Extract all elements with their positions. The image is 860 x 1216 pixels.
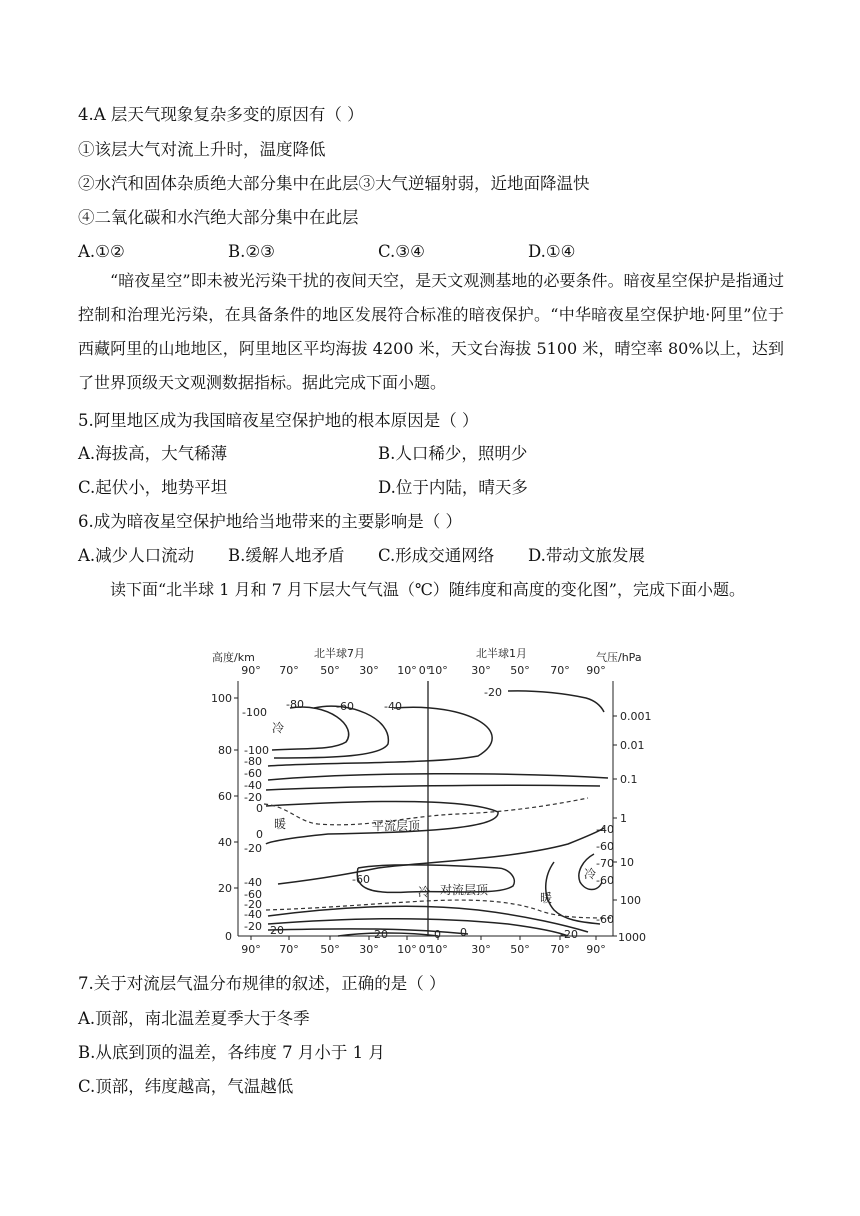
height-tick: 60 (218, 790, 232, 803)
warm-region-label: 暖 (274, 817, 287, 831)
stratopause-label: 平流层顶 (372, 819, 421, 833)
contour-label: 0 (256, 802, 263, 815)
contour-label: -40 (244, 876, 262, 889)
pressure-ticks (618, 710, 652, 944)
contour-label: -20 (244, 898, 262, 911)
contour-label: 20 (270, 924, 284, 937)
top-lat-tick: 0° (418, 664, 432, 677)
pressure-tick: 1 (620, 812, 627, 825)
q4-option-b: B.②③ (228, 242, 275, 261)
contour-label: 0 (434, 928, 441, 941)
contour-label: -60 (596, 874, 614, 887)
cold-region-label-2: 冷 (418, 885, 431, 899)
isotherm (266, 785, 600, 790)
q4-option-d: D.①④ (528, 242, 576, 261)
pressure-tick: 0.001 (620, 710, 652, 723)
bottom-lat-tick: 50° (320, 943, 340, 956)
pressure-tick: 0.01 (620, 739, 645, 752)
top-lat-ticks (241, 664, 606, 677)
q7-stem: 7.关于对流层气温分布规律的叙述，正确的是（ ） (78, 974, 446, 993)
contour-label: -100 (244, 744, 269, 757)
top-lat-tick: 90° (586, 664, 606, 677)
temperature-latitude-height-chart (208, 646, 658, 956)
contour-label: 20 (374, 928, 388, 941)
contour-label: -60 (596, 913, 614, 926)
contour-label: -100 (242, 706, 267, 719)
isotherm (357, 865, 514, 893)
contour-label: -70 (596, 857, 614, 870)
contour-label: -60 (336, 700, 354, 713)
height-tick: 100 (211, 692, 232, 705)
contour-label: -60 (596, 840, 614, 853)
q4-statement-1: ①该层大气对流上升时，温度降低 (78, 140, 326, 159)
contour-label: 0 (460, 926, 467, 939)
q5-option-b: B.人口稀少，照明少 (378, 444, 528, 463)
q6-option-c: C.形成交通网络 (378, 546, 495, 565)
q4-option-a: A.①② (78, 242, 125, 261)
top-lat-tick: 50° (320, 664, 340, 677)
pressure-tick: 100 (620, 894, 641, 907)
q7-option-a: A.顶部，南北温差夏季大于冬季 (78, 1009, 310, 1028)
bottom-lat-tick: 90° (586, 943, 606, 956)
passage-dark-sky (78, 264, 784, 400)
bottom-lat-tick: 10° (428, 943, 448, 956)
warm-region-label-2: 暖 (540, 891, 553, 905)
bottom-lat-tick: 70° (550, 943, 570, 956)
contour-label: -40 (596, 823, 614, 836)
chart-ylabel: 高度/km (212, 651, 255, 664)
passage-chart-intro-text: 读下面“北半球 1 月和 7 月下层大气气温（℃）随纬度和高度的变化图”，完成下面小题。 (110, 580, 745, 599)
contour-label: -20 (560, 928, 578, 941)
contour-label: -80 (244, 755, 262, 768)
top-lat-tick: 50° (510, 664, 530, 677)
q6-option-a: A.减少人口流动 (78, 546, 195, 565)
contour-label: -20 (484, 686, 502, 699)
contour-label: -40 (384, 700, 402, 713)
q5-option-c: C.起伏小，地势平坦 (78, 478, 228, 497)
q6-option-d: D.带动文旅发展 (528, 546, 645, 565)
top-lat-tick: 30° (359, 664, 379, 677)
isotherm (508, 691, 604, 712)
bottom-lat-tick: 0° (418, 943, 432, 956)
height-tick: 40 (218, 836, 232, 849)
bottom-lat-tick: 10° (397, 943, 417, 956)
pressure-tick: 0.1 (620, 773, 638, 786)
q5-option-a: A.海拔高，大气稀薄 (78, 444, 228, 463)
contour-label: -80 (286, 698, 304, 711)
pressure-tick: 10 (620, 856, 634, 869)
contour-label: -20 (244, 791, 262, 804)
height-tick: 20 (218, 882, 232, 895)
top-lat-tick: 10° (397, 664, 417, 677)
bottom-lat-ticks (241, 943, 606, 956)
bottom-lat-tick: 70° (279, 943, 299, 956)
q6-option-b: B.缓解人地矛盾 (228, 546, 345, 565)
q7-option-c: C.顶部，纬度越高，气温越低 (78, 1077, 294, 1096)
cold-region-label: 冷 (272, 721, 285, 735)
contour-label: -60 (244, 767, 262, 780)
contour-label: -40 (244, 908, 262, 921)
q6-stem: 6.成为暗夜星空保护地给当地带来的主要影响是（ ） (78, 512, 462, 531)
q4-statement-3: ④二氧化碳和水汽绝大部分集中在此层 (78, 208, 359, 227)
contour-label: -20 (244, 842, 262, 855)
contour-label: 0 (256, 828, 263, 841)
top-lat-tick: 90° (241, 664, 261, 677)
top-lat-tick: 10° (428, 664, 448, 677)
layer-boundaries (264, 798, 612, 918)
height-tick: 80 (218, 744, 232, 757)
tropopause-line (266, 900, 612, 918)
height-ticks (211, 692, 232, 943)
pressure-tick: 1000 (618, 931, 646, 944)
top-lat-tick: 70° (279, 664, 299, 677)
contour-label: -60 (244, 888, 262, 901)
chart-right-header: 北半球1月 (476, 647, 527, 660)
contour-label: -60 (352, 873, 370, 886)
q5-option-d: D.位于内陆，晴天多 (378, 478, 528, 497)
passage-dark-sky-text: “暗夜星空”即未被光污染干扰的夜间天空，是天文观测基地的必要条件。暗夜星空保护是指通过控制和治理光污染，在具备条件的地区发展符合标准的暗夜保护。“中华暗夜星空保护地·阿里”位于西藏阿里的山地地区，阿里地区平均海拔 4200 米，天文台海拔 5100 米，晴空率 80%以上，达到了世界顶级天文观测数据指标。据此完成下面小题。 (78, 271, 784, 392)
q5-stem: 5.阿里地区成为我国暗夜星空保护地的根本原因是（ ） (78, 411, 479, 430)
isotherm (278, 828, 604, 884)
height-tick: 0 (225, 930, 232, 943)
bottom-lat-tick: 30° (471, 943, 491, 956)
cold-region-label-3: 冷 (584, 867, 597, 881)
tropopause-label: 对流层顶 (440, 883, 489, 897)
bottom-lat-tick: 50° (510, 943, 530, 956)
contour-label: -40 (244, 779, 262, 792)
isotherm (268, 774, 608, 780)
q4-option-c: C.③④ (378, 242, 425, 261)
q4-statement-2: ②水汽和固体杂质绝大部分集中在此层③大气逆辐射弱，近地面降温快 (78, 174, 590, 193)
passage-chart-intro (78, 573, 784, 607)
top-lat-tick: 30° (471, 664, 491, 677)
chart-left-header: 北半球7月 (314, 647, 365, 660)
bottom-lat-tick: 30° (359, 943, 379, 956)
q7-option-b: B.从底到顶的温差，各纬度 7 月小于 1 月 (78, 1043, 385, 1062)
bottom-lat-tick: 90° (241, 943, 261, 956)
q4-stem: 4.A 层天气现象复杂多变的原因有（ ） (78, 105, 364, 124)
chart-ylabel-right: 气压/hPa (596, 651, 642, 664)
contour-label: -20 (244, 920, 262, 933)
top-lat-tick: 70° (550, 664, 570, 677)
isotherms (266, 691, 608, 936)
